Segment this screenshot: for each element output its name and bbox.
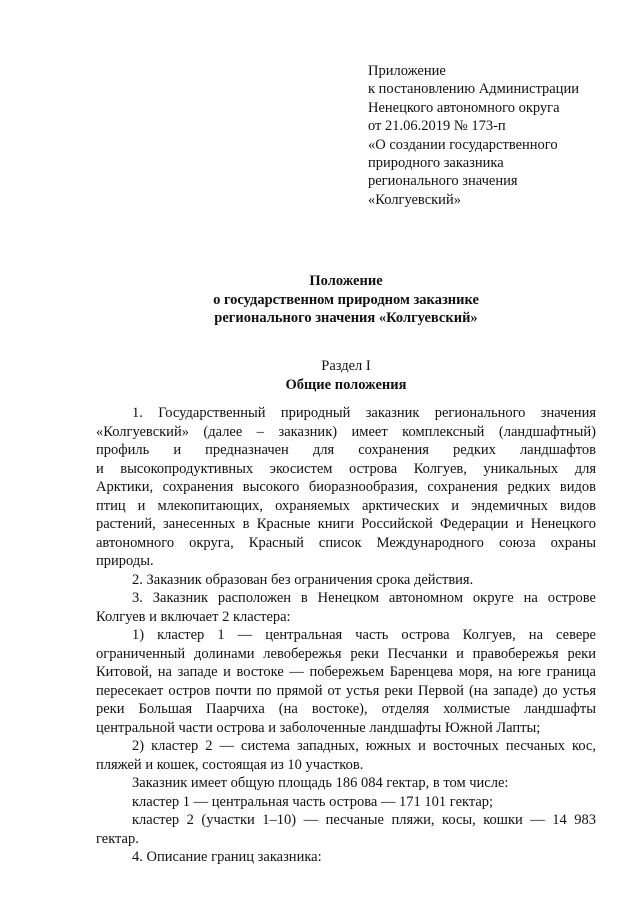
paragraph-line: гектар.	[96, 830, 139, 847]
paragraph-line: 2. Заказник образован без ограничения срока действия.	[132, 571, 474, 588]
paragraph-line: растений, занесенных в Красные книги Российской Федерации и Ненецкого	[96, 516, 596, 532]
title-line: регионального значения «Колгуевский»	[214, 310, 478, 326]
paragraph-line: реки Большая Паарчиха (на востоке), отделяя холмистые ландшафты	[96, 701, 596, 717]
paragraph-line: автономного округа, Красный список Международного союза охраны	[96, 534, 596, 551]
paragraph-line: Заказник имеет общую площадь 186 084 гектар, в том числе:	[132, 775, 509, 791]
title-line: Положение	[309, 273, 383, 289]
appendix-line: Ненецкого автономного округа	[368, 99, 560, 116]
appendix-line: «Колгуевский»	[368, 191, 461, 208]
paragraph-line: 2) кластер 2 — система западных, южных и восточных песчаных кос,	[132, 738, 596, 754]
paragraph-line: центральной части острова и заболоченные ландшафты Южной Лапты;	[96, 719, 541, 736]
appendix-line: регионального значения	[368, 173, 518, 190]
paragraph-line: и высокопродуктивных экосистем острова Колгуев, уникальных для	[96, 460, 596, 477]
section-heading: Общие положения	[285, 376, 407, 393]
title-line: о государственном природном заказнике	[213, 291, 479, 308]
paragraph-line: 4. Описание границ заказника:	[132, 849, 322, 865]
paragraph-line: Арктики, сохранения высокого биоразнообразия, сохранения редких видов	[96, 479, 596, 495]
appendix-line: Приложение	[368, 63, 446, 79]
appendix-line: природного заказника	[368, 155, 504, 172]
paragraph-line: природы.	[96, 553, 154, 569]
appendix-block	[368, 62, 618, 209]
paragraph-line: «Колгуевский» (далее – заказник) имеет комплексный (ландшафтный)	[96, 423, 596, 440]
paragraph-line: птиц и млекопитающих, охраняемых арктических и эндемичных видов	[96, 497, 596, 514]
paragraph-line: Китовой, на западе и востоке — побережьем Баренцева моря, на юге граница	[96, 664, 596, 680]
paragraph-line: ограниченный долинами левобережья реки Песчанки и правобережья реки	[96, 645, 596, 662]
paragraph-line: 1. Государственный природный заказник регионального значения	[132, 405, 596, 421]
appendix-line: к постановлению Администрации	[368, 81, 579, 98]
paragraph-line: кластер 1 — центральная часть острова — 171 101 гектар;	[132, 793, 494, 810]
paragraph-line: пересекает остров почти по прямой от устья реки Первой (на западе) до устья	[96, 682, 596, 699]
paragraph-line: кластер 2 (участки 1–10) — песчаные пляжи, косы, кошки — 14 983	[132, 812, 596, 828]
paragraph-line: 3. Заказник расположен в Ненецком автономном округе на острове	[132, 590, 596, 606]
appendix-line: «О создании государственного	[368, 136, 558, 153]
document-title	[96, 272, 596, 328]
body-text	[96, 404, 596, 867]
section-header	[96, 357, 596, 394]
paragraph-line: профиль и предназначен для сохранения редких ландшафтов	[96, 442, 596, 458]
appendix-line: от 21.06.2019 № 173-п	[368, 118, 506, 135]
section-number: Раздел I	[321, 358, 371, 374]
paragraph-line: пляжей и кошек, состоящая из 10 участков.	[96, 756, 364, 773]
paragraph-line: 1) кластер 1 — центральная часть острова Колгуев, на севере	[132, 627, 596, 643]
paragraph-line: Колгуев и включает 2 кластера:	[96, 608, 291, 625]
